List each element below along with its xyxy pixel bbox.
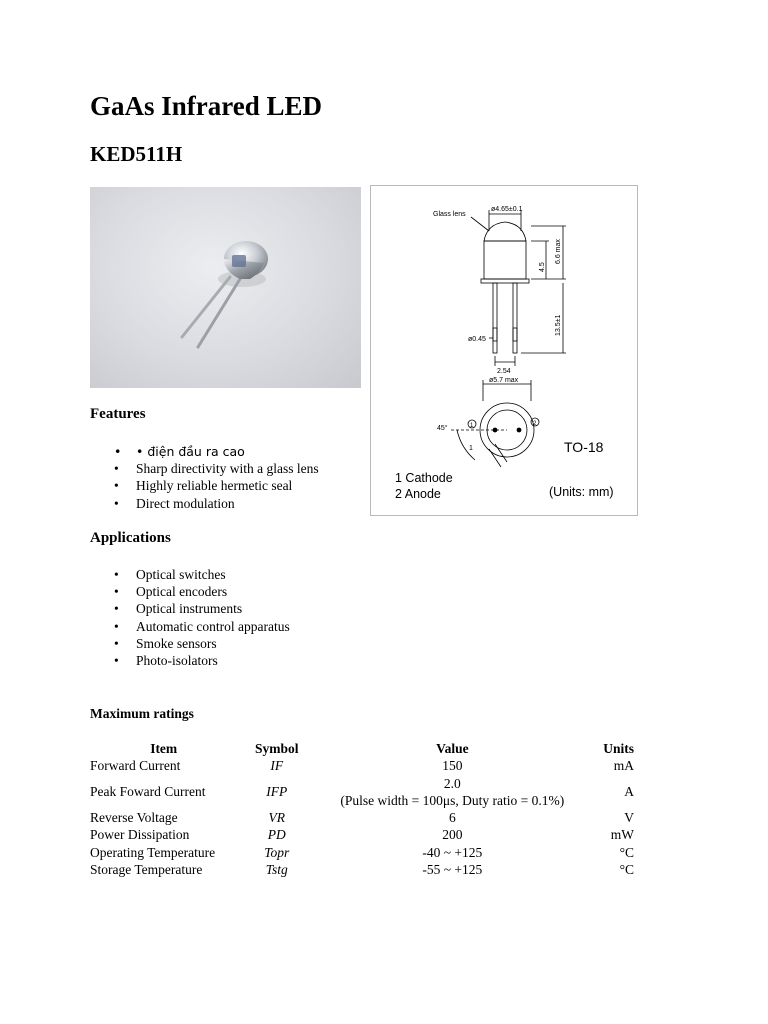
cell-symbol: PD bbox=[267, 827, 286, 842]
list-item: • Optical switches bbox=[114, 566, 290, 583]
features-list bbox=[114, 443, 319, 512]
list-item: • • điện đầu ra cao bbox=[114, 443, 319, 460]
cell-symbol: Topr bbox=[264, 844, 290, 860]
base-diameter-dim: ø5.7 max bbox=[489, 377, 519, 384]
list-item: • Smoke sensors bbox=[114, 635, 290, 652]
list-item: • Automatic control apparatus bbox=[114, 618, 290, 635]
cell-symbol: Tstg bbox=[265, 862, 288, 877]
cell-units: V bbox=[624, 809, 634, 825]
product-photo bbox=[90, 187, 361, 388]
table-row bbox=[90, 809, 646, 827]
table-row bbox=[90, 757, 646, 775]
features-heading: Features bbox=[90, 406, 146, 422]
package-drawing-svg bbox=[371, 186, 637, 515]
cell-units: °C bbox=[619, 844, 634, 860]
lead-pitch-dim: 2.54 bbox=[497, 368, 511, 375]
cell-value-note: (Pulse width = 100μs, Duty ratio = 0.1%) bbox=[340, 792, 565, 808]
list-item: • Highly reliable hermetic seal bbox=[114, 477, 319, 494]
lead-length-dim: 13.5±1 bbox=[555, 314, 562, 336]
table-row bbox=[90, 861, 646, 879]
list-item: • Photo-isolators bbox=[114, 652, 290, 669]
cell-item: Forward Current bbox=[90, 758, 181, 773]
cell-item: Reverse Voltage bbox=[90, 809, 178, 825]
height-dim-45: 4.5 bbox=[539, 262, 546, 272]
cell-units: mA bbox=[613, 758, 634, 773]
lens-diameter-dim: ø4.65±0.1 bbox=[491, 206, 523, 213]
page-title: GaAs Infrared LED bbox=[90, 91, 323, 121]
cell-value: -55 ~ +125 bbox=[422, 862, 483, 877]
cell-symbol: IFP bbox=[266, 783, 288, 799]
cell-value-main: 2.0 bbox=[443, 775, 461, 791]
table-row bbox=[90, 844, 646, 862]
cell-symbol: IF bbox=[270, 758, 284, 773]
pin1-mark: 1 bbox=[470, 423, 474, 429]
col-header-symbol: Symbol bbox=[255, 741, 299, 756]
cell-units: A bbox=[624, 783, 634, 799]
cell-item: Operating Temperature bbox=[90, 844, 216, 860]
list-item: • Optical encoders bbox=[114, 583, 290, 600]
cell-item: Storage Temperature bbox=[90, 862, 203, 877]
led-photo-image bbox=[90, 187, 361, 388]
cell-value bbox=[316, 775, 588, 809]
col-header-units: Units bbox=[603, 741, 634, 756]
package-drawing bbox=[370, 185, 638, 516]
applications-list bbox=[114, 566, 290, 669]
ratings-table bbox=[90, 740, 646, 879]
height-dim-66: 6.6 max bbox=[555, 239, 562, 264]
list-item: • Direct modulation bbox=[114, 495, 319, 512]
col-header-value: Value bbox=[436, 741, 469, 756]
col-header-item: Item bbox=[150, 741, 178, 756]
ratings-heading: Maximum ratings bbox=[90, 706, 194, 721]
model-number: KED511H bbox=[90, 142, 183, 166]
cell-symbol: VR bbox=[268, 809, 286, 825]
cell-value: 200 bbox=[442, 827, 463, 842]
angle-dim: 45° bbox=[437, 425, 448, 432]
lead-diameter-dim: ø0.45 bbox=[468, 336, 486, 343]
cell-units: mW bbox=[610, 827, 634, 842]
cell-value: 150 bbox=[442, 758, 463, 773]
tab-dim: 1 bbox=[469, 445, 473, 452]
pin2-mark: 2 bbox=[533, 421, 537, 427]
cell-item: Power Dissipation bbox=[90, 827, 190, 842]
cell-units: °C bbox=[619, 862, 634, 877]
package-type: TO-18 bbox=[564, 439, 604, 455]
cell-item: Peak Foward Current bbox=[90, 783, 206, 799]
table-header-row bbox=[90, 740, 646, 757]
cell-value: -40 ~ +125 bbox=[422, 844, 483, 860]
glass-lens-label: Glass lens bbox=[433, 211, 466, 218]
table-row bbox=[90, 775, 646, 809]
list-item: • Sharp directivity with a glass lens bbox=[114, 460, 319, 477]
list-item: • Optical instruments bbox=[114, 600, 290, 617]
applications-heading: Applications bbox=[90, 530, 171, 546]
units-label: (Units: mm) bbox=[549, 485, 614, 499]
table-row bbox=[90, 826, 646, 844]
cell-value: 6 bbox=[448, 809, 456, 825]
pin1-label: 1 Cathode bbox=[395, 471, 453, 485]
pin2-label: 2 Anode bbox=[395, 487, 441, 501]
